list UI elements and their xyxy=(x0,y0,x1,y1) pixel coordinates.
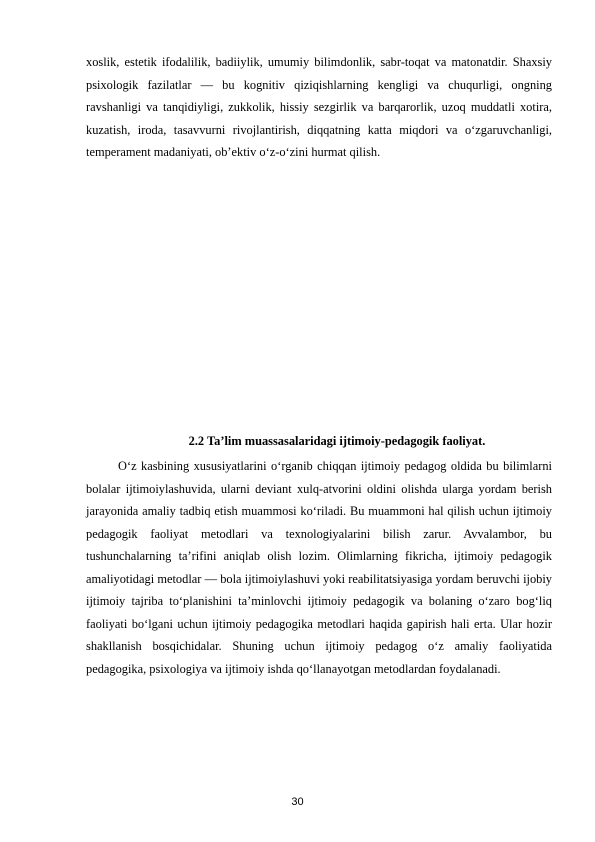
section-heading: 2.2 Ta’lim muassasalaridagi ijtimoiy-pedagogik faoliyat. xyxy=(188,434,486,448)
page-number: 30 xyxy=(291,796,304,808)
body-paragraph-top: xoslik, estetik ifodalilik, badiiylik, umumiy bilimdonlik, sabr-toqat va matonatdir. Shaxsiy psixologik fazilatlar — bu kognitiv qiziqishlarning kengligi va chuqurligi, ongning ravshanligi va tanqidiyligi, zukkolik, hissiy sezgirlik va barqarorlik, uzoq muddatli xotira, kuzatish, iroda, tasavvurni rivojlantirish, diqqatning katta miqdori va o‘zgaruvchanligi, temperament madaniyati, ob’ektiv o‘z-o‘zini hurmat qilish. xyxy=(86,55,552,159)
body-paragraph-main: O‘z kasbining xususiyatlarini o‘rganib chiqqan ijtimoiy pedagog oldida bu bilimlarni bolalar ijtimoiylashuvida, ularni deviant xulq-atvorini oldini olishda ularga yordam berish jarayonida amaliy tadbiq etish muammosi ko‘riladi. Bu muammoni hal qilish uchun ijtimoiy pedagogik faoliyat metodlari va texnologiyalarini bilish zarur. Avvalambor, bu tushunchalarning ta’rifini aniqlab olish lozim. Olimlarning fikricha, ijtimoiy pedagogik amaliyotidagi metodlar — bola ijtimoiylashuvi yoki reabilitatsiyasiga yordam beruvchi ijobiy ijtimoiy tajriba to‘planishini ta’minlovchi ijtimoiy pedagogik va bolaning o‘zaro bog‘liq faoliyati bo‘lgani uchun ijtimoiy pedagogika metodlari haqida gapirish hali erta. Ular hozir shakllanish bosqichidalar. Shuning uchun ijtimoiy pedagog o‘z amaliy faoliyatida pedagogika, psixologiya va ijtimoiy ishda qo‘llanayotgan metodlardan foydalanadi. xyxy=(86,459,552,676)
